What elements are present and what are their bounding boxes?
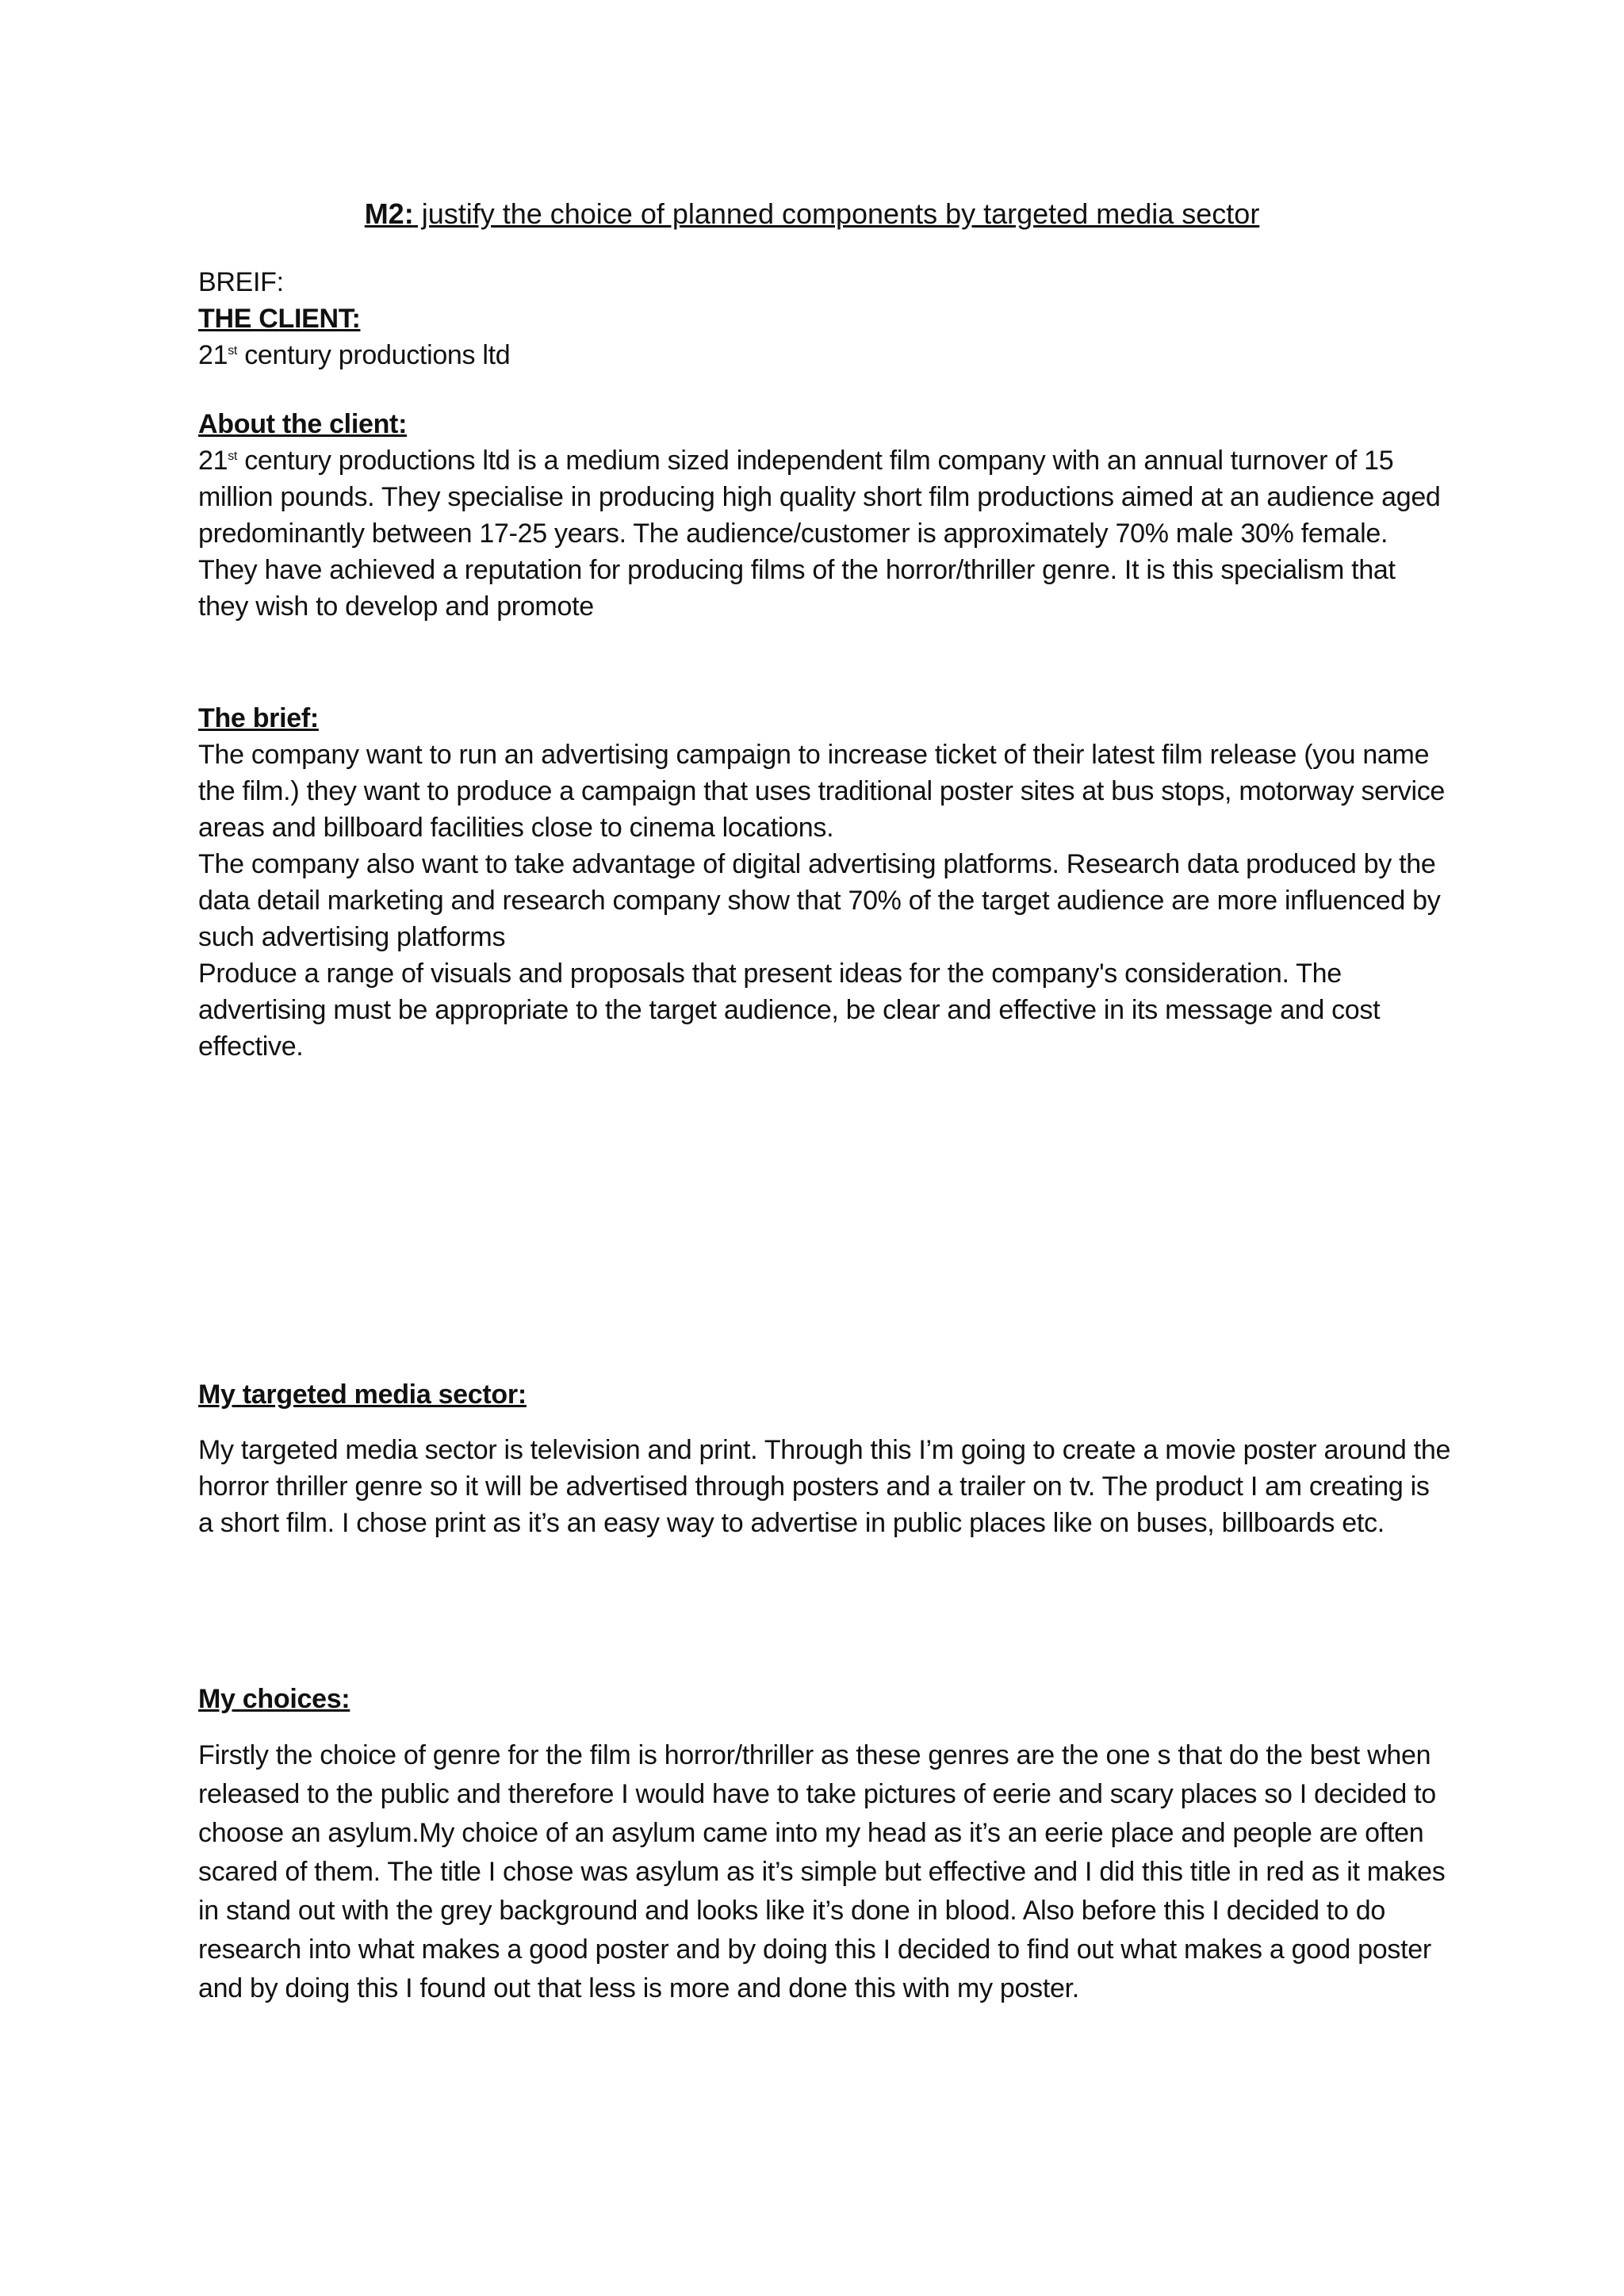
choices-section	[198, 1681, 1451, 2008]
about-number: 21	[198, 446, 228, 476]
about-rest: century productions ltd is a medium sized independent film company with an annual turnover of 15 million pounds. They specialise in producing high quality short film productions aimed at an audience aged predominantly between 17-25 years. The audience/customer is approximately 70% male 30% female.	[198, 446, 1441, 549]
about-section	[198, 406, 1451, 625]
sector-heading: My targeted media sector:	[198, 1380, 527, 1410]
client-name-rest: century productions ltd	[237, 340, 511, 370]
page-title	[0, 195, 1624, 233]
choices-heading: My choices:	[198, 1684, 350, 1714]
brief-heading: The brief:	[198, 703, 319, 733]
brief-paragraph: The company want to run an advertising campaign to increase ticket of their latest film release (you name the film.) they want to produce a campaign that uses traditional poster sites at bus stops, motorway service areas and billboard facilities close to cinema locations.	[198, 740, 1446, 843]
brief-paragraph: The company also want to take advantage of digital advertising platforms. Research data produced by the data detail marketing and research company show that 70% of the target audience are more influenced by such advertising platforms	[198, 849, 1441, 952]
about-ordinal: st	[228, 450, 238, 463]
brief-paragraph: Produce a range of visuals and proposals that present ideas for the company's consideration. The advertising must be appropriate to the target audience, be clear and effective in its message and cost effective.	[198, 959, 1381, 1062]
about-paragraph-second: They have achieved a reputation for producing films of the horror/thriller genre. It is this specialism that they wish to develop and promote	[198, 555, 1396, 622]
brief-label: BREIF:	[198, 267, 284, 297]
about-heading: About the client:	[198, 409, 408, 439]
sector-paragraph: My targeted media sector is television and print. Through this I’m going to create a movie poster around the horror thriller genre so it will be advertised through posters and a trailer on tv. The product I am creating is a short film. I chose print as it’s an easy way to advertise in public places like on buses, billboards etc.	[198, 1435, 1451, 1538]
about-paragraph	[198, 442, 1451, 552]
brief-section	[198, 700, 1451, 1065]
sector-section	[198, 1376, 1451, 1541]
title-prefix: M2:	[364, 197, 414, 230]
client-name-ordinal: st	[228, 344, 238, 358]
choices-paragraph: Firstly the choice of genre for the film is horror/thriller as these genres are the one s that do the best when released to the public and therefore I would have to take pictures of eerie and scary places so I decided to choose an asylum.My choice of an asylum came into my head as it’s an eerie place and people are often scared of them. The title I chose was asylum as it’s simple but effective and I did this title in red as it makes in stand out with the grey background and looks like it’s done in blood. Also before this I decided to do research into what makes a good poster and by doing this I decided to find out what makes a good poster and by doing this I found out that less is more and done this with my poster.	[198, 1740, 1446, 2003]
title-text: justify the choice of planned components by targeted media sector	[413, 197, 1260, 230]
client-section	[198, 264, 1451, 373]
client-name-number: 21	[198, 340, 228, 370]
client-heading: THE CLIENT:	[198, 304, 361, 334]
client-name	[198, 337, 1451, 373]
